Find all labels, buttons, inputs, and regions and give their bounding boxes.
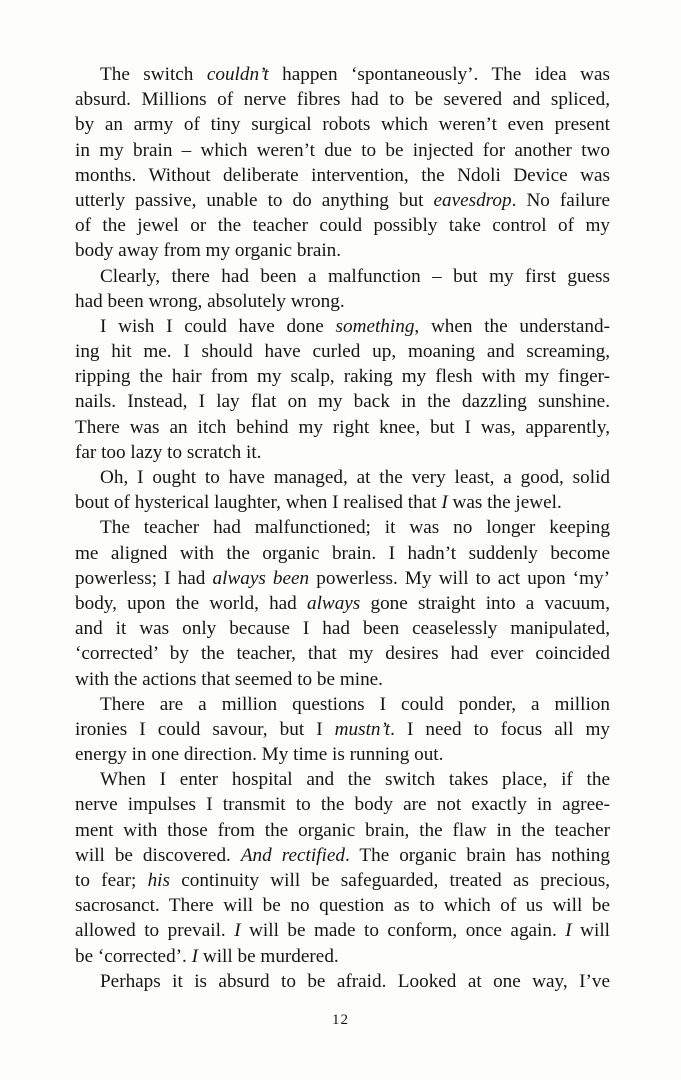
text-segment: will be discovered. bbox=[75, 844, 241, 866]
text-segment: , when the understand- bbox=[414, 315, 610, 337]
text-segment: powerless; I had bbox=[75, 567, 213, 589]
text-line bbox=[75, 465, 610, 490]
text-line bbox=[75, 389, 610, 414]
text-line bbox=[75, 138, 610, 163]
text-segment: body, upon the world, had bbox=[75, 592, 307, 614]
text-segment: Clearly, there had been a malfunction – but my first guess bbox=[100, 265, 610, 287]
italic-text: mustn’t bbox=[334, 718, 391, 740]
italic-text: his bbox=[147, 870, 170, 891]
text-line bbox=[75, 515, 610, 540]
text-line bbox=[75, 62, 610, 87]
text-segment: sacrosanct. There will be no question as to which of us will be bbox=[75, 895, 610, 917]
text-segment: ing hit me. I should have curled up, moaning and screaming, bbox=[75, 341, 610, 363]
body-text bbox=[75, 62, 610, 994]
text-segment: will bbox=[571, 920, 610, 942]
text-segment: energy in one direction. My time is running out. bbox=[75, 744, 444, 766]
text-segment: There are a million questions I could ponder, a million bbox=[100, 693, 610, 715]
text-segment: ripping the hair from my scalp, raking my flesh with my finger- bbox=[75, 366, 610, 388]
text-line bbox=[75, 213, 610, 238]
text-line bbox=[75, 440, 610, 465]
text-segment: utterly passive, unable to do anything but bbox=[75, 189, 434, 211]
text-segment: Oh, I ought to have managed, at the very least, a good, solid bbox=[100, 467, 610, 488]
text-line bbox=[75, 969, 610, 994]
text-line bbox=[75, 641, 610, 666]
text-line bbox=[75, 742, 610, 767]
italic-text: I bbox=[565, 920, 572, 942]
text-segment: continuity will be safeguarded, treated as precious, bbox=[169, 870, 610, 891]
text-line bbox=[75, 415, 610, 440]
text-line bbox=[75, 944, 610, 969]
italic-text: I bbox=[234, 920, 241, 942]
text-segment: powerless. My will to act upon ‘my’ bbox=[309, 567, 610, 589]
text-segment: by an army of tiny surgical robots which weren’t even present bbox=[75, 114, 610, 136]
text-line bbox=[75, 314, 610, 339]
text-segment: ment with those from the organic brain, the flaw in the teacher bbox=[75, 819, 610, 841]
text-segment: ‘corrected’ by the teacher, that my desires had ever coincided bbox=[75, 643, 610, 665]
text-line bbox=[75, 264, 610, 289]
text-line bbox=[75, 238, 610, 263]
text-segment: had been wrong, absolutely wrong. bbox=[75, 290, 345, 312]
page-number: 12 bbox=[332, 1012, 349, 1028]
text-segment: . The organic brain has nothing bbox=[344, 844, 610, 866]
text-segment: body away from my organic brain. bbox=[75, 240, 342, 262]
text-line bbox=[75, 591, 610, 616]
text-line bbox=[75, 566, 610, 591]
text-line bbox=[75, 918, 610, 943]
text-line bbox=[75, 112, 610, 137]
text-line bbox=[75, 289, 610, 314]
text-segment: months. Without deliberate intervention, the Ndoli Device was bbox=[75, 164, 610, 186]
text-line bbox=[75, 163, 610, 188]
text-line bbox=[75, 792, 610, 817]
italic-text: I bbox=[441, 492, 448, 514]
text-segment: to fear; bbox=[75, 870, 148, 891]
text-segment: nails. Instead, I lay flat on my back in the dazzling sunshine. bbox=[75, 391, 610, 413]
text-segment: far too lazy to scratch it. bbox=[75, 441, 262, 463]
text-line bbox=[75, 541, 610, 566]
text-segment: The switch bbox=[100, 64, 207, 85]
text-segment: will be made to conform, once again. bbox=[240, 920, 566, 942]
text-segment: will be murdered. bbox=[198, 945, 339, 967]
italic-text: couldn’t bbox=[206, 64, 269, 85]
text-segment: The teacher had malfunctioned; it was no longer keeping bbox=[100, 517, 610, 539]
text-segment: bout of hysterical laughter, when I realised that bbox=[75, 492, 442, 514]
text-line bbox=[75, 339, 610, 364]
text-segment: There was an itch behind my right knee, but I was, apparently, bbox=[75, 416, 610, 438]
text-segment: absurd. Millions of nerve fibres had to be severed and spliced, bbox=[75, 89, 610, 111]
text-line bbox=[75, 818, 610, 843]
text-segment: nerve impulses I transmit to the body are not exactly in agree- bbox=[75, 794, 610, 816]
text-line bbox=[75, 667, 610, 692]
italic-text: something bbox=[335, 315, 415, 337]
text-segment: be ‘corrected’. bbox=[75, 945, 192, 967]
italic-text: eavesdrop bbox=[433, 189, 512, 211]
text-segment: When I enter hospital and the switch takes place, if the bbox=[100, 769, 610, 791]
text-segment: I wish I could have done bbox=[100, 315, 336, 337]
text-segment: with the actions that seemed to be mine. bbox=[75, 668, 383, 690]
text-segment: ironies I could savour, but I bbox=[75, 718, 335, 740]
text-line bbox=[75, 490, 610, 515]
text-line bbox=[75, 893, 610, 918]
text-segment: of the jewel or the teacher could possibly take control of my bbox=[75, 215, 610, 237]
italic-text: And rectified bbox=[240, 844, 345, 866]
text-line bbox=[75, 616, 610, 641]
text-line bbox=[75, 843, 610, 868]
text-line bbox=[75, 868, 610, 893]
italic-text: I bbox=[191, 945, 199, 967]
text-segment: . I need to focus all my bbox=[390, 718, 610, 740]
italic-text: always been bbox=[212, 567, 310, 589]
text-segment: happen ‘spontaneously’. The idea was bbox=[268, 64, 610, 85]
text-line bbox=[75, 767, 610, 792]
text-segment: was the jewel. bbox=[447, 492, 562, 514]
text-segment: in my brain – which weren’t due to be injected for another two bbox=[75, 139, 610, 161]
text-line bbox=[75, 717, 610, 742]
text-segment: and it was only because I had been ceaselessly manipulated, bbox=[75, 618, 610, 640]
text-line bbox=[75, 87, 610, 112]
italic-text: always bbox=[306, 592, 361, 614]
text-segment: me aligned with the organic brain. I hadn’t suddenly become bbox=[75, 542, 610, 564]
text-segment: allowed to prevail. bbox=[75, 920, 235, 942]
text-line bbox=[75, 364, 610, 389]
text-segment: gone straight into a vacuum, bbox=[360, 592, 610, 614]
text-line bbox=[75, 692, 610, 717]
text-segment: Perhaps it is absurd to be afraid. Looked at one way, I’ve bbox=[100, 970, 610, 992]
text-segment: . No failure bbox=[511, 189, 610, 211]
text-line bbox=[75, 188, 610, 213]
